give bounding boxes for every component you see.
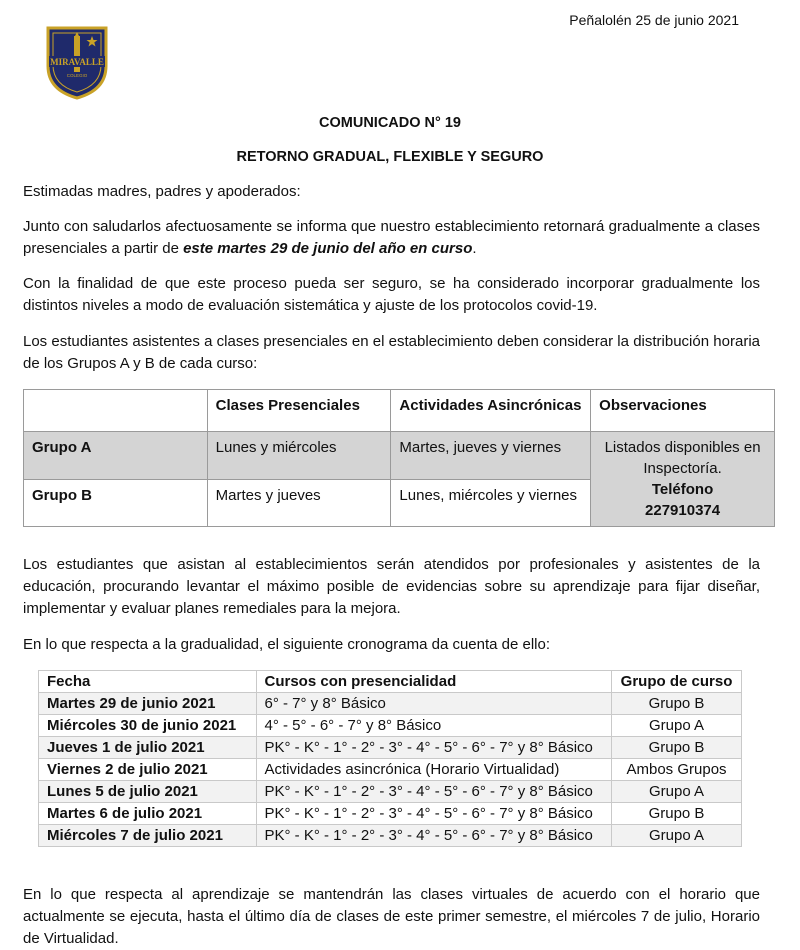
paragraph-return-end: . [472,240,477,257]
schedule-group: Grupo B [612,737,742,759]
schedule-courses: PK° - K° - 1° - 2° - 3° - 4° - 5° - 6° - 7° y 8° Básico [256,825,612,847]
communique-subtitle: RETORNO GRADUAL, FLEXIBLE Y SEGURO [236,149,544,165]
group-b-label: Grupo B [24,479,208,527]
phone-number: 227910374 [645,502,721,519]
group-b-presencial: Martes y jueves [207,479,391,527]
schedule-date: Martes 6 de julio 2021 [39,803,257,825]
schedule-header-cursos: Cursos con presencialidad [256,671,612,693]
groups-table-header [24,390,775,432]
group-a-asincronica: Martes, jueves y viernes [391,432,591,480]
schedule-date: Miércoles 7 de julio 2021 [39,825,257,847]
schedule-header-grupo: Grupo de curso [612,671,742,693]
schedule-row [39,781,742,803]
schedule-row [39,803,742,825]
paragraph-gradual: Con la finalidad de que este proceso pueda ser seguro, se ha considerado incorporar gradualmente los distintos niveles a modo de evaluación sistemática y ajuste de los protocolos covid-19. [23,275,760,314]
groups-header-asincronica: Actividades Asincrónicas [391,390,591,432]
schedule-courses: 6° - 7° y 8° Básico [256,693,612,715]
greeting: Estimadas madres, padres y apoderados: [23,183,301,200]
paragraph-groups-intro: Los estudiantes asistentes a clases presenciales en el establecimiento deben considerar la distribución horaria de los Grupos A y B de cada curso: [23,333,760,372]
paragraph-professionals: Los estudiantes que asistan al establecimientos serán atendidos por profesionales y asistentes de la educación, procurando levantar el máximo posible de evidencias sobre su aprendizaje para fijar diseñar, implementar y evaluar planes remediales para la mejora. [23,556,760,617]
logo-text: MIRAVALLE [50,57,104,67]
group-a-presencial: Lunes y miércoles [207,432,391,480]
paragraph-virtual: En lo que respecta al aprendizaje se mantendrán las clases virtuales de acuerdo con el horario que actualmente se ejecuta, hasta el último día de clases de este primer semestre, el miércoles 7 de julio, Horario de Virtualidad. [23,886,760,947]
schedule-header-fecha: Fecha [39,671,257,693]
schedule-group: Ambos Grupos [612,759,742,781]
groups-row-a [24,432,775,480]
paragraph-return-start: Junto con saludarlos afectuosamente se informa que nuestro establecimiento retornará gradualmente a clases presenciales a partir de [23,218,760,257]
schedule-header-row [39,671,742,693]
paragraph-schedule-intro: En lo que respecta a la gradualidad, el siguiente cronograma da cuenta de ello: [23,636,551,653]
groups-header-presencial: Clases Presenciales [207,390,391,432]
schedule-row [39,715,742,737]
group-a-label: Grupo A [24,432,208,480]
paragraph-return [23,216,760,260]
schedule-courses: PK° - K° - 1° - 2° - 3° - 4° - 5° - 6° - 7° y 8° Básico [256,803,612,825]
groups-header-observaciones: Observaciones [591,390,775,432]
schedule-date: Martes 29 de junio 2021 [39,693,257,715]
groups-table [23,389,775,527]
logo-subtext: COLEGIO [66,73,88,78]
phone-label: Teléfono [651,481,714,498]
schedule-date: Viernes 2 de julio 2021 [39,759,257,781]
schedule-group: Grupo A [612,715,742,737]
schedule-courses: PK° - K° - 1° - 2° - 3° - 4° - 5° - 6° - 7° y 8° Básico [256,781,612,803]
schedule-row [39,693,742,715]
group-b-asincronica: Lunes, miércoles y viernes [391,479,591,527]
schedule-group: Grupo A [612,825,742,847]
date-line: Peñalolén 25 de junio 2021 [569,12,739,28]
schedule-group: Grupo B [612,693,742,715]
schedule-row [39,737,742,759]
schedule-table [38,670,742,847]
schedule-courses: 4° - 5° - 6° - 7° y 8° Básico [256,715,612,737]
schedule-date: Lunes 5 de julio 2021 [39,781,257,803]
schedule-date: Miércoles 30 de junio 2021 [39,715,257,737]
communique-title: COMUNICADO N° 19 [319,115,461,131]
schedule-group: Grupo B [612,803,742,825]
school-crest-logo [44,22,110,100]
schedule-courses: Actividades asincrónica (Horario Virtualidad) [256,759,612,781]
schedule-group: Grupo A [612,781,742,803]
schedule-row [39,825,742,847]
schedule-date: Jueves 1 de julio 2021 [39,737,257,759]
observaciones-cell [591,432,775,527]
return-date-emphasis: este martes 29 de junio del año en curso [183,240,473,257]
observaciones-text: Listados disponibles en Inspectoría. [604,439,761,477]
schedule-row [39,759,742,781]
schedule-courses: PK° - K° - 1° - 2° - 3° - 4° - 5° - 6° - 7° y 8° Básico [256,737,612,759]
groups-header-empty [24,390,208,432]
